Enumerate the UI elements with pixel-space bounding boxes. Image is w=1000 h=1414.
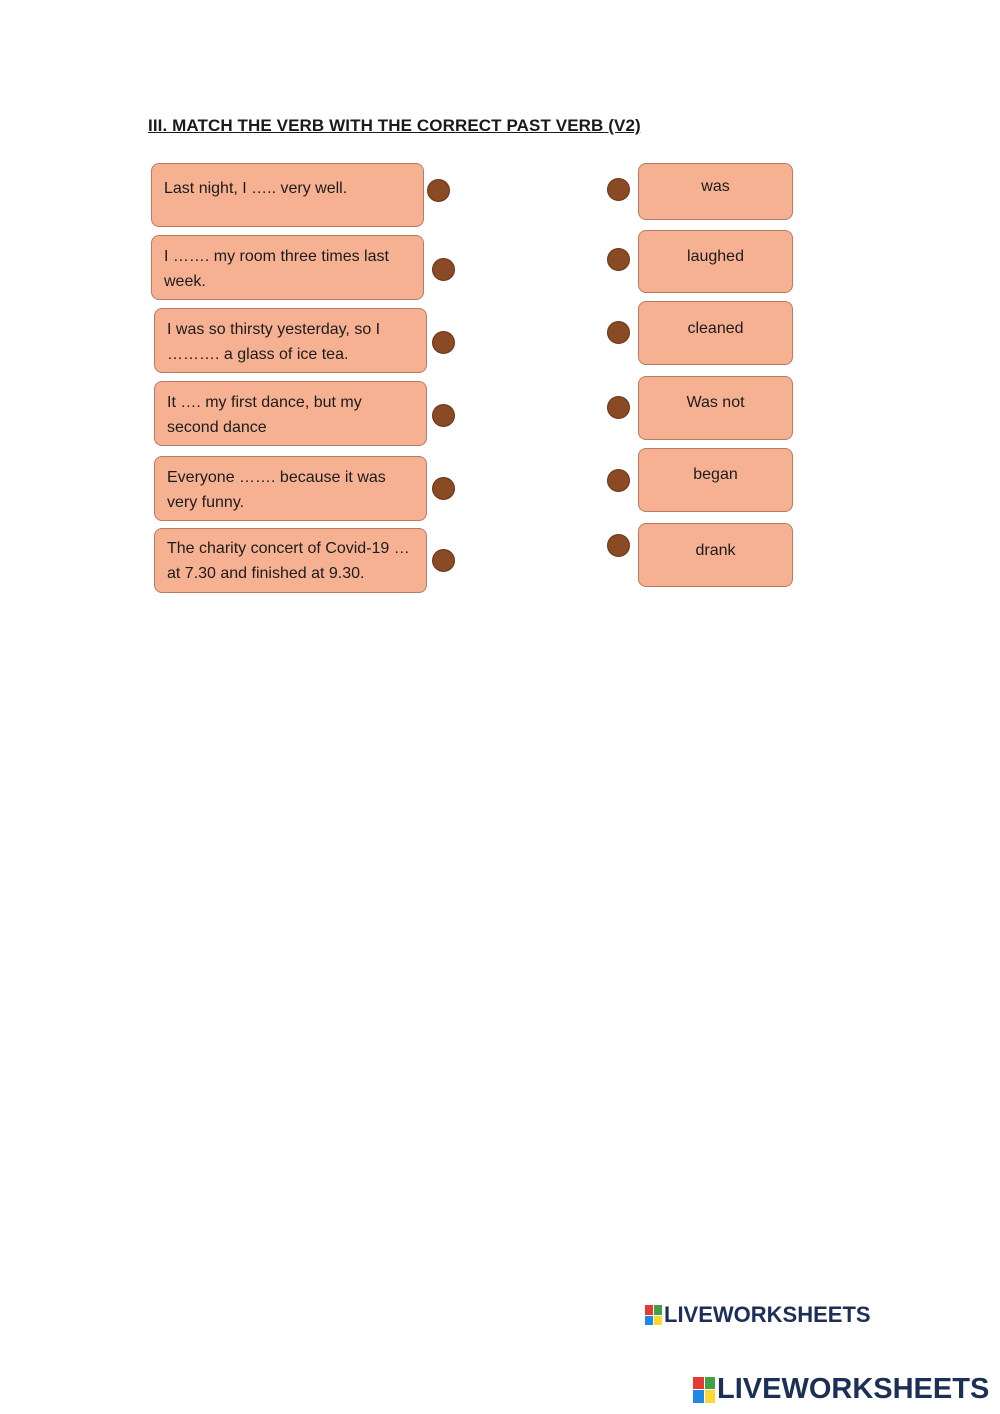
verb-box-was-not: Was not [638,376,793,440]
logo-text: LIVEWORKSHEETS [664,1302,871,1327]
verb-connector-dot-5[interactable] [607,469,630,492]
sentence-box-3: I was so thirsty yesterday, so I ………. a glass of ice tea. [154,308,427,373]
verb-box-cleaned: cleaned [638,301,793,365]
sentence-box-5: Everyone ……. because it was very funny. [154,456,427,521]
verb-box-was: was [638,163,793,220]
verb-box-drank: drank [638,523,793,587]
verb-connector-dot-4[interactable] [607,396,630,419]
sentence-box-2: I ……. my room three times last week. [151,235,424,300]
sentence-connector-dot-6[interactable] [432,549,455,572]
verb-connector-dot-2[interactable] [607,248,630,271]
sentence-connector-dot-5[interactable] [432,477,455,500]
liveworksheets-logo-icon [645,1305,662,1325]
verb-box-laughed: laughed [638,230,793,293]
sentence-connector-dot-1[interactable] [427,179,450,202]
liveworksheets-logo-icon [693,1377,715,1403]
sentence-box-4: It …. my first dance, but my second dance [154,381,427,446]
verb-connector-dot-1[interactable] [607,178,630,201]
verb-box-began: began [638,448,793,512]
liveworksheets-logo-small [645,1302,871,1328]
sentence-connector-dot-3[interactable] [432,331,455,354]
logo-text: LIVEWORKSHEETS [717,1373,990,1405]
verb-connector-dot-6[interactable] [607,534,630,557]
sentence-box-1: Last night, I ….. very well. [151,163,424,227]
verb-connector-dot-3[interactable] [607,321,630,344]
liveworksheets-logo-large [693,1373,989,1406]
sentence-box-6: The charity concert of Covid-19 … at 7.30 and finished at 9.30. [154,528,427,593]
sentence-connector-dot-2[interactable] [432,258,455,281]
worksheet-title: III. MATCH THE VERB WITH THE CORRECT PAST VERB (V2) [148,116,641,135]
sentence-connector-dot-4[interactable] [432,404,455,427]
